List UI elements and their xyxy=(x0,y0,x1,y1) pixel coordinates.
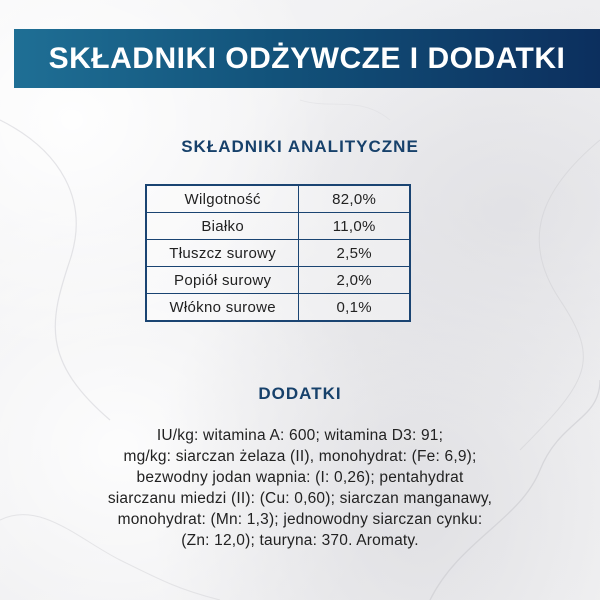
additives-line: monohydrat: (Mn: 1,3); jednowodny siarczan cynku: xyxy=(117,511,483,528)
row-value: 82,0% xyxy=(299,185,410,213)
additives-line: IU/kg: witamina A: 600; witamina D3: 91; xyxy=(156,427,444,444)
row-name: Wilgotność xyxy=(146,185,299,213)
row-value: 2,5% xyxy=(299,240,410,267)
row-value: 2,0% xyxy=(299,267,410,294)
table-row xyxy=(146,185,410,213)
analytic-heading: SKŁADNIKI ANALITYCZNE xyxy=(181,137,419,156)
additives-line: bezwodny jodan wapnia: (I: 0,26); pentahydrat xyxy=(136,469,464,486)
additives-line: mg/kg: siarczan żelaza (II), monohydrat: (Fe: 6,9); xyxy=(123,448,477,465)
row-name: Włókno surowe xyxy=(146,294,299,322)
title-banner xyxy=(14,29,600,88)
analytic-table xyxy=(145,184,411,322)
row-value: 11,0% xyxy=(299,213,410,240)
table-row xyxy=(146,267,410,294)
row-value: 0,1% xyxy=(299,294,410,322)
table-row xyxy=(146,294,410,322)
table-row xyxy=(146,240,410,267)
page-title: SKŁADNIKI ODŻYWCZE I DODATKI xyxy=(48,41,566,75)
row-name: Tłuszcz surowy xyxy=(146,240,299,267)
additives-line: (Zn: 12,0); tauryna: 370. Aromaty. xyxy=(181,532,419,549)
table-row xyxy=(146,213,410,240)
row-name: Białko xyxy=(146,213,299,240)
additives-heading: DODATKI xyxy=(258,384,342,403)
additives-line: siarczanu miedzi (II): (Cu: 0,60); siarczan manganawy, xyxy=(107,490,493,507)
additives-text xyxy=(40,425,560,551)
row-name: Popiół surowy xyxy=(146,267,299,294)
